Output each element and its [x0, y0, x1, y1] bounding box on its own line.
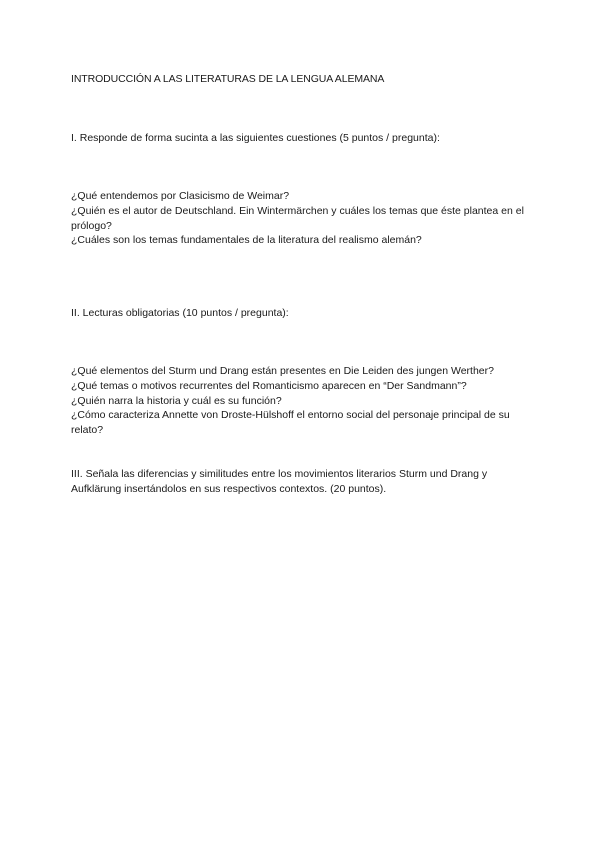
section-2-questions: [71, 364, 531, 438]
section-2-question: ¿Cómo caracteriza Annette von Droste-Hülshoff el entorno social del personaje principal de su relato?: [71, 409, 510, 437]
document-title: INTRODUCCIÓN A LAS LITERATURAS DE LA LENGUA ALEMANA: [71, 73, 385, 85]
section-2-question: ¿Quién narra la historia y cuál es su función?: [71, 394, 282, 407]
section-1-heading: I. Responde de forma sucinta a las siguientes cuestiones (5 puntos / pregunta):: [71, 132, 440, 144]
section-3-prompt: III. Señala las diferencias y similitudes entre los movimientos literarios Sturm und Drang y Aufklärung insertándolos en sus respectivos contextos. (20 puntos).: [71, 468, 488, 495]
section-1-question: ¿Qué entendemos por Clasicismo de Weimar?: [71, 190, 290, 202]
section-2-question: ¿Qué elementos del Sturm und Drang están presentes en Die Leiden des jungen Werther?: [71, 365, 494, 377]
section-1-questions: [71, 189, 531, 248]
section-1-question: ¿Cuáles son los temas fundamentales de la literatura del realismo alemán?: [71, 234, 422, 247]
section-1-question: ¿Quién es el autor de Deutschland. Ein Wintermärchen y cuáles los temas que éste plantea en el prólogo?: [71, 204, 524, 232]
section-2-heading: II. Lecturas obligatorias (10 puntos / pregunta):: [71, 307, 289, 319]
section-2-question: ¿Qué temas o motivos recurrentes del Romanticismo aparecen en “Der Sandmann”?: [71, 379, 467, 392]
